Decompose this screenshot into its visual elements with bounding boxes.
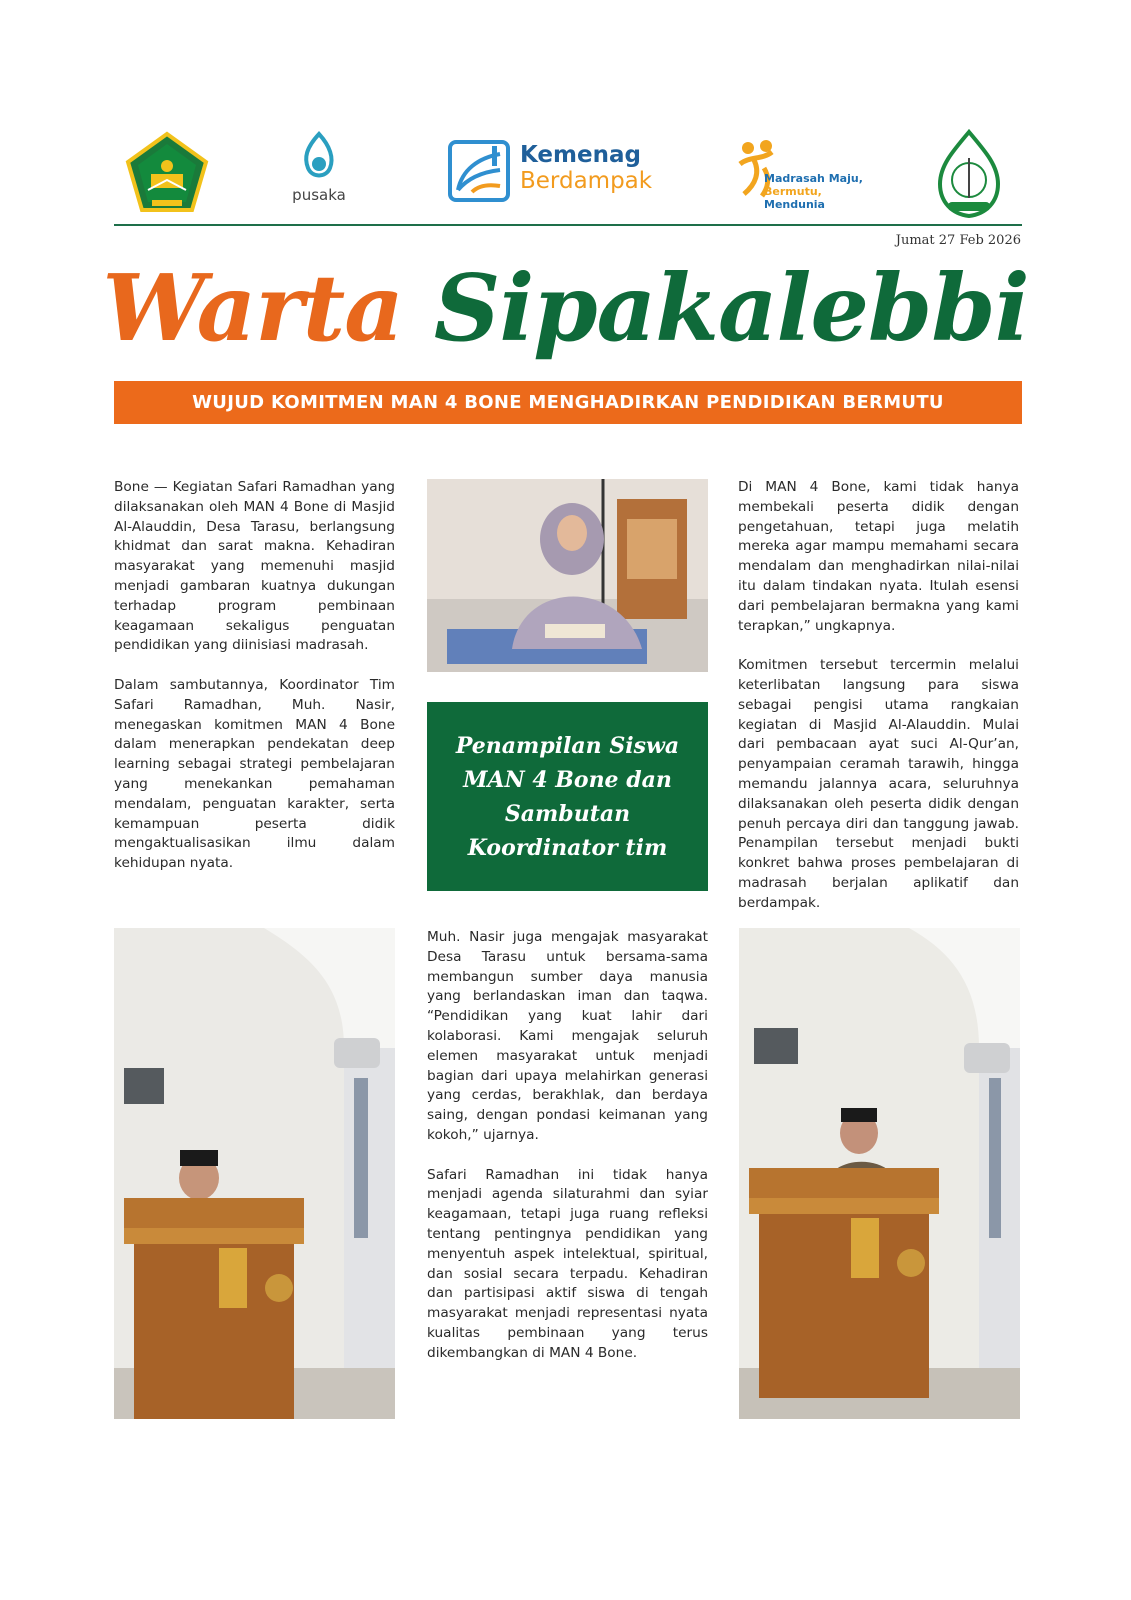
- photo-student-recitation: [427, 479, 708, 672]
- kemenag-emblem-icon: [124, 128, 210, 220]
- madrasah-maju-logo: [734, 128, 874, 220]
- kemenag-berdampak-logo: [448, 128, 668, 220]
- tagline-banner: WUJUD KOMITMEN MAN 4 BONE MENGHADIRKAN PENDIDIKAN BERMUTU: [114, 381, 1022, 424]
- berdampak-text: Berdampak: [520, 168, 653, 194]
- photo-caption-box: [427, 702, 708, 891]
- man4-bone-crest-icon: [934, 128, 1004, 220]
- issue-date: Jumat 27 Feb 2026: [895, 233, 1021, 248]
- madrasah-line3: Mendunia: [764, 198, 825, 211]
- pusaka-label: pusaka: [292, 186, 346, 204]
- article-paragraph: Di MAN 4 Bone, kami tidak hanya membekali peserta didik dengan pengetahuan, tetapi juga melatih mereka agar mampu memahami secara mendalam dan menghadirkan nilai-nilai itu dalam tindakan nyata. Itulah esensi dari pembelajaran bermakna yang kami terapkan,” ungkapnya.: [738, 479, 1019, 634]
- header-divider: [114, 224, 1022, 226]
- article-paragraph: Bone — Kegiatan Safari Ramadhan yang dilaksanakan oleh MAN 4 Bone di Masjid Al-Alauddin, Desa Tarasu, berlangsung khidmat dan sarat makna. Kehadiran masyarakat yang memenuhi masjid menjadi gambaran kuatnya dukungan terhadap program pembinaan keagamaan sekaligus penguatan pendidikan yang diinisiasi madrasah.: [114, 479, 395, 654]
- article-paragraph: Komitmen tersebut tercermin melalui keterlibatan langsung para siswa sebagai pengisi utama rangkaian kegiatan di Masjid Al-Alauddin. Mulai dari pembacaan ayat suci Al-Qur’an, penyampaian ceramah tarawih, hingga memandu jalannya acara, seluruhnya dilaksanakan oleh peserta didik dengan penuh percaya diri dan tanggung jawab. Penampilan tersebut menjadi bukti konkret bahwa proses pembelajaran di madrasah berjalan aplikatif dan berdampak.: [738, 657, 1019, 911]
- photo-speaker-left: [114, 928, 395, 1419]
- kemenag-text: Kemenag: [520, 142, 641, 168]
- madrasah-line1: Madrasah Maju,: [764, 172, 863, 185]
- logo-row: [114, 128, 1022, 220]
- madrasah-line2: Bermutu,: [764, 185, 822, 198]
- kemenag-berdampak-logo-icon: [448, 140, 510, 202]
- article-paragraph: Safari Ramadhan ini tidak hanya menjadi agenda silaturahmi dan syiar keagamaan, tetapi juga ruang refleksi tentang pentingnya pendidikan yang menyentuh aspek intelektual, spiritual, dan sosial secara terpadu. Kehadiran dan partisipasi aktif siswa di tengah masyarakat menjadi representasi nyata kualitas pembinaan yang terus dikembangkan di MAN 4 Bone.: [427, 1166, 708, 1361]
- pusaka-logo-icon: [284, 128, 354, 188]
- article-col-2: [427, 928, 708, 1383]
- masthead-word-warta: Warta: [102, 254, 403, 362]
- photo-speaker-right: [739, 928, 1020, 1419]
- masthead-title: [0, 248, 1131, 368]
- photo-caption-text: Penampilan Siswa MAN 4 Bone dan Sambutan Koordinator tim: [455, 732, 680, 861]
- article-paragraph: Dalam sambutannya, Koordinator Tim Safari Ramadhan, Muh. Nasir, menegaskan komitmen MAN 4 Bone dalam menerapkan pendekatan deep learning sebagai strategi pembelajaran yang menekankan pemahaman mendalam, penguatan karakter, serta kemampuan peserta didik mengaktualisasikan ilmu dalam kehidupan nyata.: [114, 676, 395, 872]
- pusaka-logo: [284, 128, 354, 220]
- article-paragraph: Muh. Nasir juga mengajak masyarakat Desa Tarasu untuk bersama-sama membangun sumber daya manusia yang berlandaskan iman dan taqwa. “Pendidikan yang kuat lahir dari kolaborasi. Kami mengajak seluruh elemen masyarakat untuk menjadi bagian dari upaya melahirkan generasi yang cerdas, berakhlak, dan berdaya saing, dengan pondasi keimanan yang kokoh,” ujarnya.: [427, 929, 708, 1143]
- article-col-1: [114, 478, 395, 894]
- masthead-word-sipakalebbi: Sipakalebbi: [433, 254, 1029, 362]
- article-col-3: [738, 478, 1019, 933]
